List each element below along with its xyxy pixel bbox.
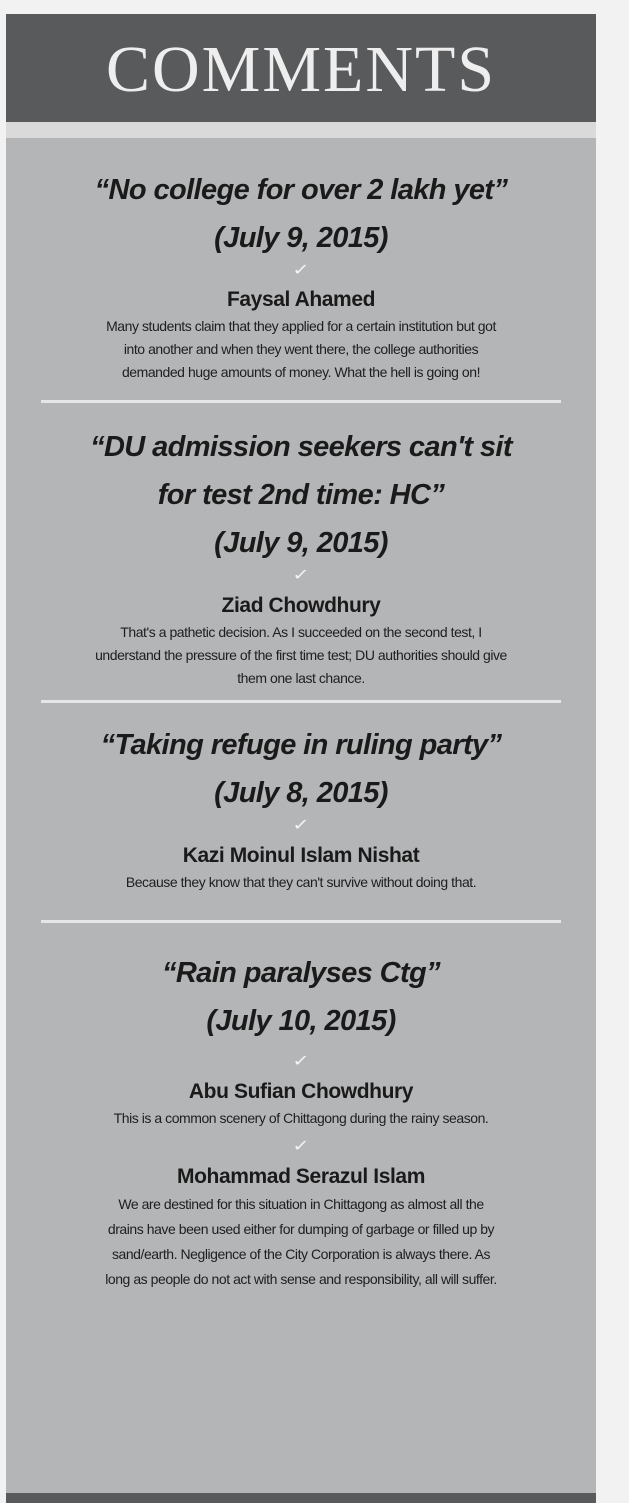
comment-text: We are destined for this situation in Chittagong as almost all the drains have been used either for dumping of garbage or filled up by sand/earth. Negligence of the City Corporation is always there. As long as people do not act with sense and responsibility, all will suffer.	[105, 1196, 497, 1287]
comment-text: Because they know that they can't survive without doing that.	[125, 874, 477, 890]
page-title: COMMENTS	[105, 33, 497, 106]
article-headline: “Taking refuge in ruling party”	[100, 729, 502, 761]
article-date: (July 10, 2015)	[206, 1005, 396, 1037]
comment-entry	[6, 138, 596, 384]
article-headline: “Rain paralyses Ctg”	[161, 957, 441, 989]
comment-author: Mohammad Serazul Islam	[177, 1165, 425, 1188]
article-date: (July 9, 2015)	[214, 527, 388, 559]
comment-author: Abu Sufian Chowdhury	[188, 1080, 414, 1103]
chevron-down-icon: ✓	[292, 262, 310, 279]
chevron-down-icon: ✓	[292, 817, 310, 834]
comment-author: Kazi Moinul Islam Nishat	[182, 844, 420, 867]
comment-text: This is a common scenery of Chittagong during the rainy season.	[113, 1110, 489, 1126]
chevron-down-icon: ✓	[292, 1053, 310, 1070]
footer-bar	[6, 1493, 596, 1503]
article-headline: “DU admission seekers can't sit for test 2nd time: HC”	[90, 431, 512, 511]
article-headline: “No college for over 2 lakh yet”	[94, 174, 508, 206]
comment-text: Many students claim that they applied for a certain institution but got into another and when they went there, the college authorities demanded huge amounts of money. What the hell is going on!	[106, 318, 496, 380]
comment-entry	[6, 923, 596, 1292]
chevron-down-icon: ✓	[292, 1138, 310, 1155]
comments-header	[6, 14, 596, 122]
header-band	[6, 122, 596, 138]
article-date: (July 9, 2015)	[214, 222, 388, 254]
chevron-down-icon: ✓	[292, 567, 310, 584]
comment-entry	[6, 703, 596, 894]
comments-list	[6, 138, 596, 1292]
comment-text: That's a pathetic decision. As I succeeded on the second test, I understand the pressure of the first time test; DU authorities should give them one last chance.	[95, 624, 507, 686]
article-date: (July 8, 2015)	[214, 777, 388, 809]
comment-entry	[6, 403, 596, 690]
comment-author: Ziad Chowdhury	[221, 594, 381, 617]
comment-author: Faysal Ahamed	[226, 288, 376, 311]
